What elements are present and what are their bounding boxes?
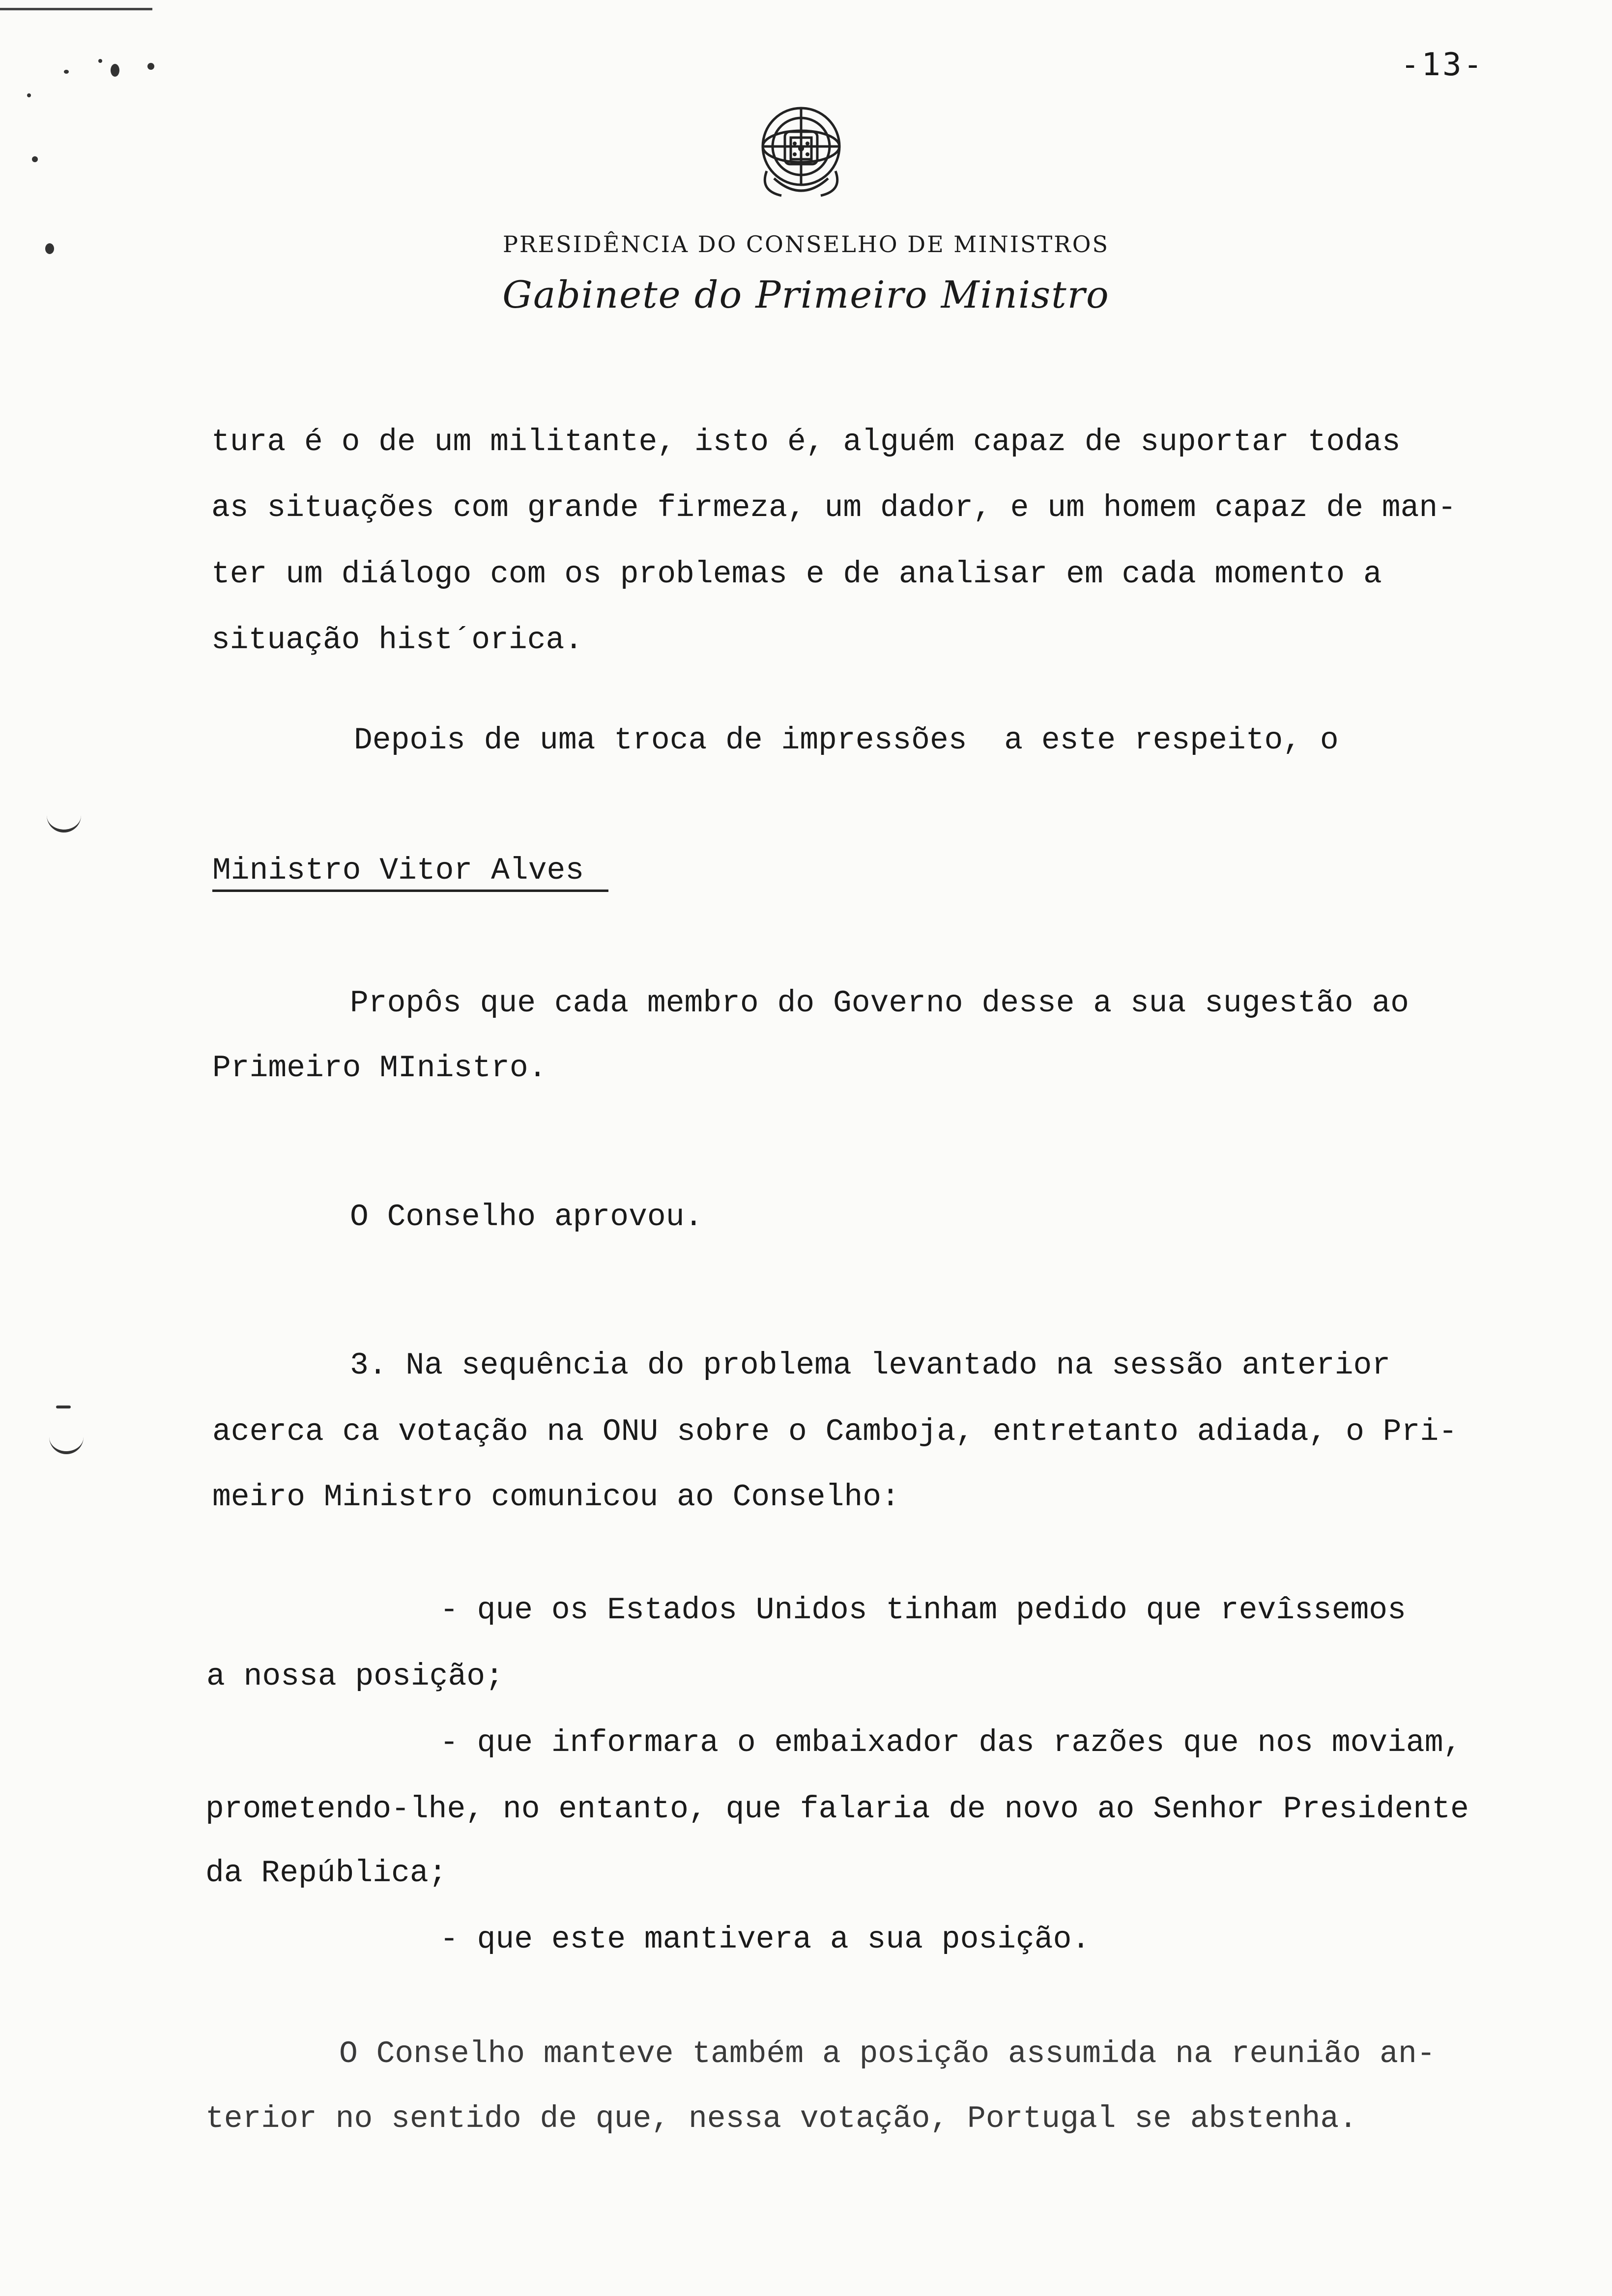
binder-mark <box>47 811 81 832</box>
office-heading: PRESIDÊNCIA DO CONSELHO DE MINISTROS <box>502 231 1110 258</box>
scan-speck <box>98 59 102 63</box>
body-line: Primeiro MInistro. <box>212 1051 547 1086</box>
body-line: da República; <box>205 1856 447 1891</box>
body-line: 3. Na sequência do problema levantado na sessão anterior <box>350 1348 1391 1383</box>
body-line: O Conselho aprovou. <box>350 1200 703 1234</box>
body-line: Propôs que cada membro do Governo desse a sua sugestão ao <box>350 986 1409 1021</box>
binder-mark <box>49 1433 84 1454</box>
body-line: ter um diálogo com os problemas e de analisar em cada momento a <box>211 557 1382 592</box>
scan-speck <box>111 64 119 77</box>
scan-speck <box>56 1406 71 1408</box>
body-line: meiro Ministro comunicou ao Conselho: <box>212 1480 900 1515</box>
body-line: a nossa posição; <box>206 1659 504 1694</box>
body-line: tura é o de um militante, isto é, alguém capaz de suportar todas <box>211 425 1401 459</box>
body-line: acerca ca votação na ONU sobre o Camboja, entretanto adiada, o Pri- <box>212 1414 1458 1449</box>
body-line: situação hist´orica. <box>211 623 583 658</box>
scan-speck <box>32 156 38 162</box>
coat-of-arms-emblem <box>740 97 863 210</box>
section-heading: Ministro Vitor Alves <box>212 853 584 888</box>
body-line: prometendo-lhe, no entanto, que falaria de novo ao Senhor Presidente <box>205 1792 1469 1827</box>
body-line: - que este mantivera a sua posição. <box>440 1922 1091 1957</box>
top-edge-rule <box>0 8 152 10</box>
body-line: Depois de uma troca de impressões a este respeito, o <box>354 723 1339 758</box>
scan-speck <box>27 93 31 97</box>
body-line: as situações com grande firmeza, um dador, e um homem capaz de man- <box>211 490 1457 525</box>
body-line: terior no sentido de que, nessa votação, Portugal se abstenha. <box>205 2101 1357 2136</box>
scan-speck <box>147 63 154 70</box>
body-line: - que informara o embaixador das razões que nos moviam, <box>440 1725 1462 1760</box>
scan-speck <box>64 70 69 74</box>
heading-underline <box>212 890 608 892</box>
page-number: -13- <box>1400 47 1484 83</box>
cabinet-script-heading: Gabinete do Primeiro Ministro <box>502 273 1110 316</box>
body-line: - que os Estados Unidos tinham pedido que revîssemos <box>440 1593 1406 1628</box>
body-line: O Conselho manteve também a posição assumida na reunião an- <box>339 2037 1436 2071</box>
